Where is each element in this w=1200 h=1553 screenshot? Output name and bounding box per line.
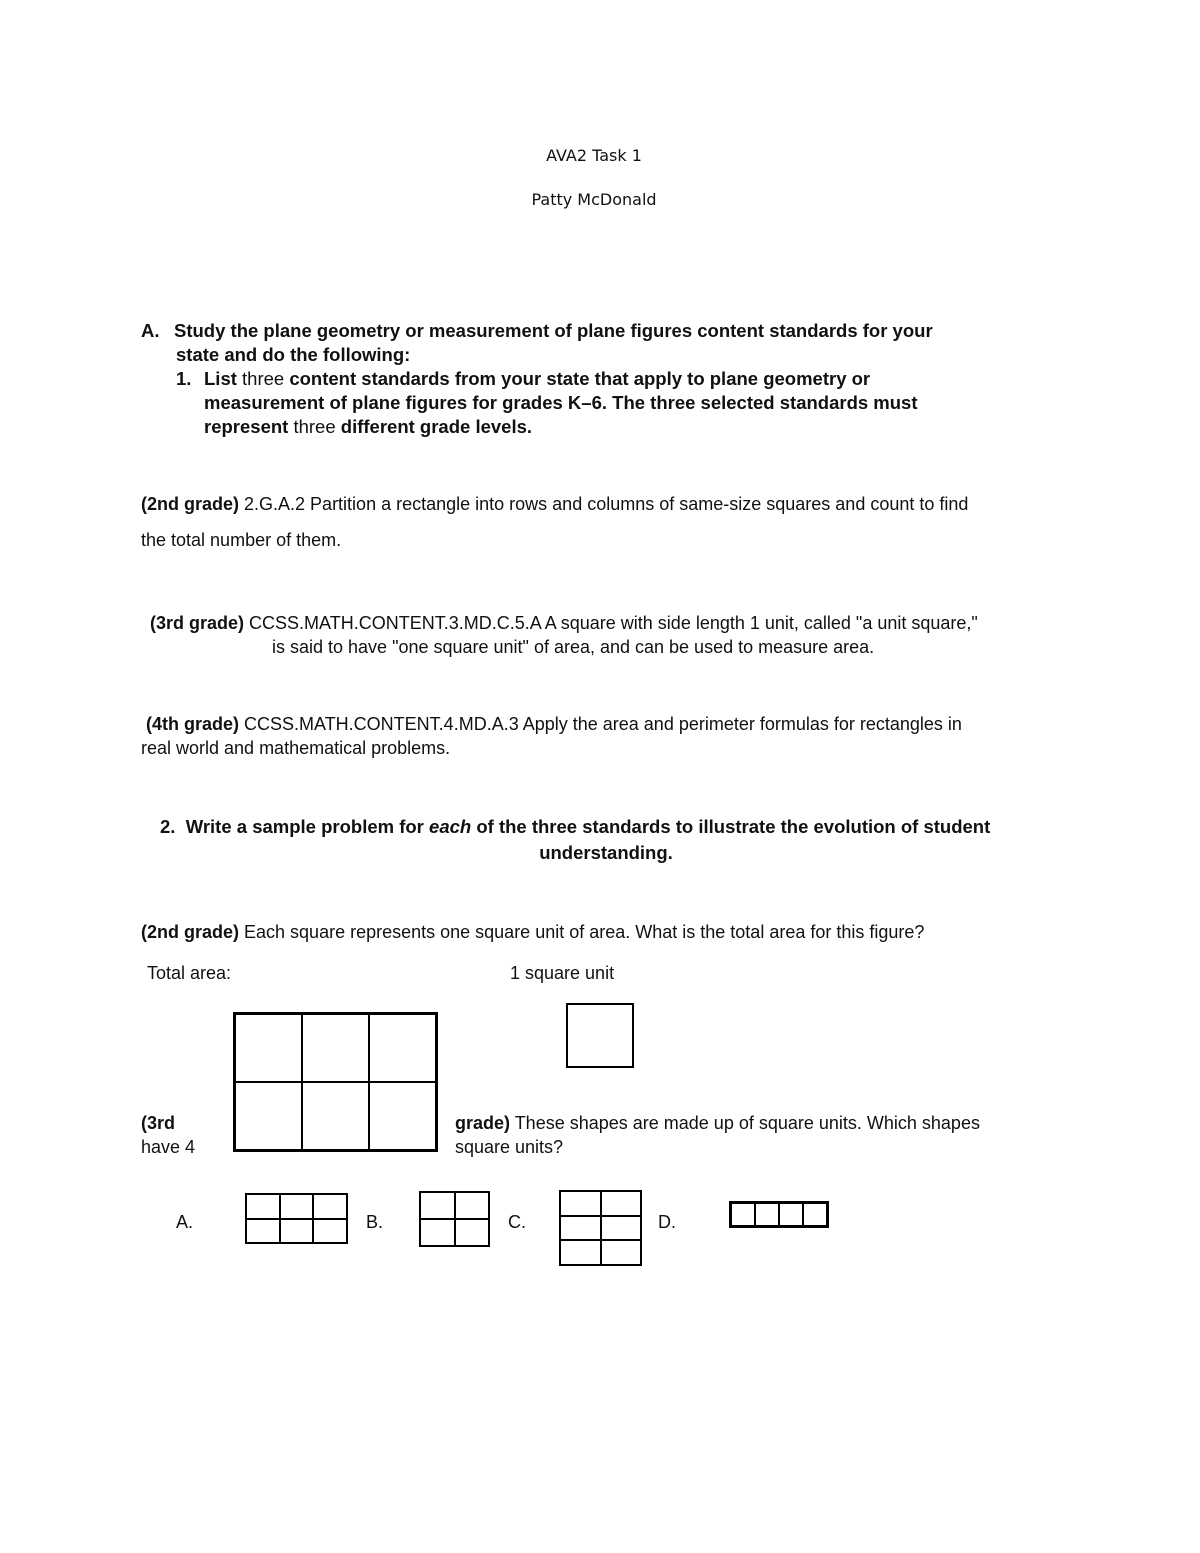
problem-2nd-prompt: (2nd grade) Each square represents one square unit of area. What is the total area for this figure? (141, 922, 925, 942)
unit-cell (313, 1194, 347, 1219)
unit-square-figure (566, 1003, 634, 1068)
item2-line1: 2. Write a sample problem for each of the three standards to illustrate the evolution of student (160, 816, 991, 837)
option-b-shape (419, 1191, 490, 1247)
option-b-label: B. (366, 1212, 384, 1232)
option-d-shape (729, 1201, 829, 1228)
unit-cell (246, 1219, 280, 1244)
option-d-label: D. (658, 1212, 676, 1232)
standard-3rd-line1: (3rd grade) CCSS.MATH.CONTENT.3.MD.C.5.A A square with side length 1 unit, called "a unit square," (150, 613, 978, 633)
standard-3rd-line2: is said to have "one square unit" of area, and can be used to measure area. (272, 637, 875, 657)
standard-2nd-line1: (2nd grade) 2.G.A.2 Partition a rectangle into rows and columns of same-size squares and count to find (141, 494, 969, 514)
section-a-marker: A. (141, 320, 160, 341)
unit-cell (779, 1203, 803, 1226)
standard-4th-line2: real world and mathematical problems. (141, 738, 451, 758)
document-title: AVA2 Task 1 (546, 146, 642, 165)
area-figure-2x3 (233, 1012, 438, 1152)
standard-2nd-line2: the total number of them. (141, 530, 342, 550)
standard-4th-line1: (4th grade) CCSS.MATH.CONTENT.4.MD.A.3 Apply the area and perimeter formulas for rectangles in (146, 714, 962, 734)
option-a-label: A. (176, 1212, 194, 1232)
unit-cell (246, 1194, 280, 1219)
unit-cell (420, 1219, 455, 1246)
item2-line2: understanding. (539, 842, 673, 863)
unit-cell (601, 1191, 642, 1216)
item1-line2: measurement of plane figures for grades K–6. The three selected standards must (204, 392, 918, 413)
unit-cell (560, 1216, 601, 1241)
problem-3rd-grade-part1: (3rd (141, 1113, 176, 1133)
unit-cell (280, 1194, 314, 1219)
problem-3rd-prompt-left2: have 4 (141, 1137, 196, 1157)
unit-cell (369, 1082, 436, 1150)
unit-cell (235, 1014, 302, 1082)
item1-line3: represent three different grade levels. (204, 416, 533, 437)
option-c-label: C. (508, 1212, 526, 1232)
item1-number: 1. (176, 368, 192, 389)
unit-cell (313, 1219, 347, 1244)
unit-cell (280, 1219, 314, 1244)
unit-cell (455, 1219, 490, 1246)
item1-line1: List three content standards from your state that apply to plane geometry or (204, 368, 871, 389)
total-area-label: Total area: (147, 963, 232, 983)
option-c-shape (559, 1190, 642, 1266)
unit-cell (601, 1216, 642, 1241)
problem-3rd-prompt-line2: square units? (455, 1137, 564, 1157)
unit-cell (560, 1240, 601, 1265)
problem-3rd-prompt-line1: grade) These shapes are made up of square units. Which shapes (455, 1113, 980, 1133)
unit-cell (420, 1192, 455, 1219)
section-a-intro-line1: Study the plane geometry or measurement of plane figures content standards for your (174, 320, 933, 341)
unit-cell (455, 1192, 490, 1219)
unit-cell (803, 1203, 827, 1226)
author-name: Patty McDonald (531, 190, 657, 209)
option-a-shape (245, 1193, 348, 1244)
unit-cell (302, 1082, 369, 1150)
unit-cell (235, 1082, 302, 1150)
unit-cell (302, 1014, 369, 1082)
unit-cell (731, 1203, 755, 1226)
section-a-intro-line2: state and do the following: (176, 344, 411, 365)
unit-cell (755, 1203, 779, 1226)
unit-cell (560, 1191, 601, 1216)
unit-square-label: 1 square unit (510, 963, 615, 983)
unit-cell (601, 1240, 642, 1265)
unit-cell (369, 1014, 436, 1082)
